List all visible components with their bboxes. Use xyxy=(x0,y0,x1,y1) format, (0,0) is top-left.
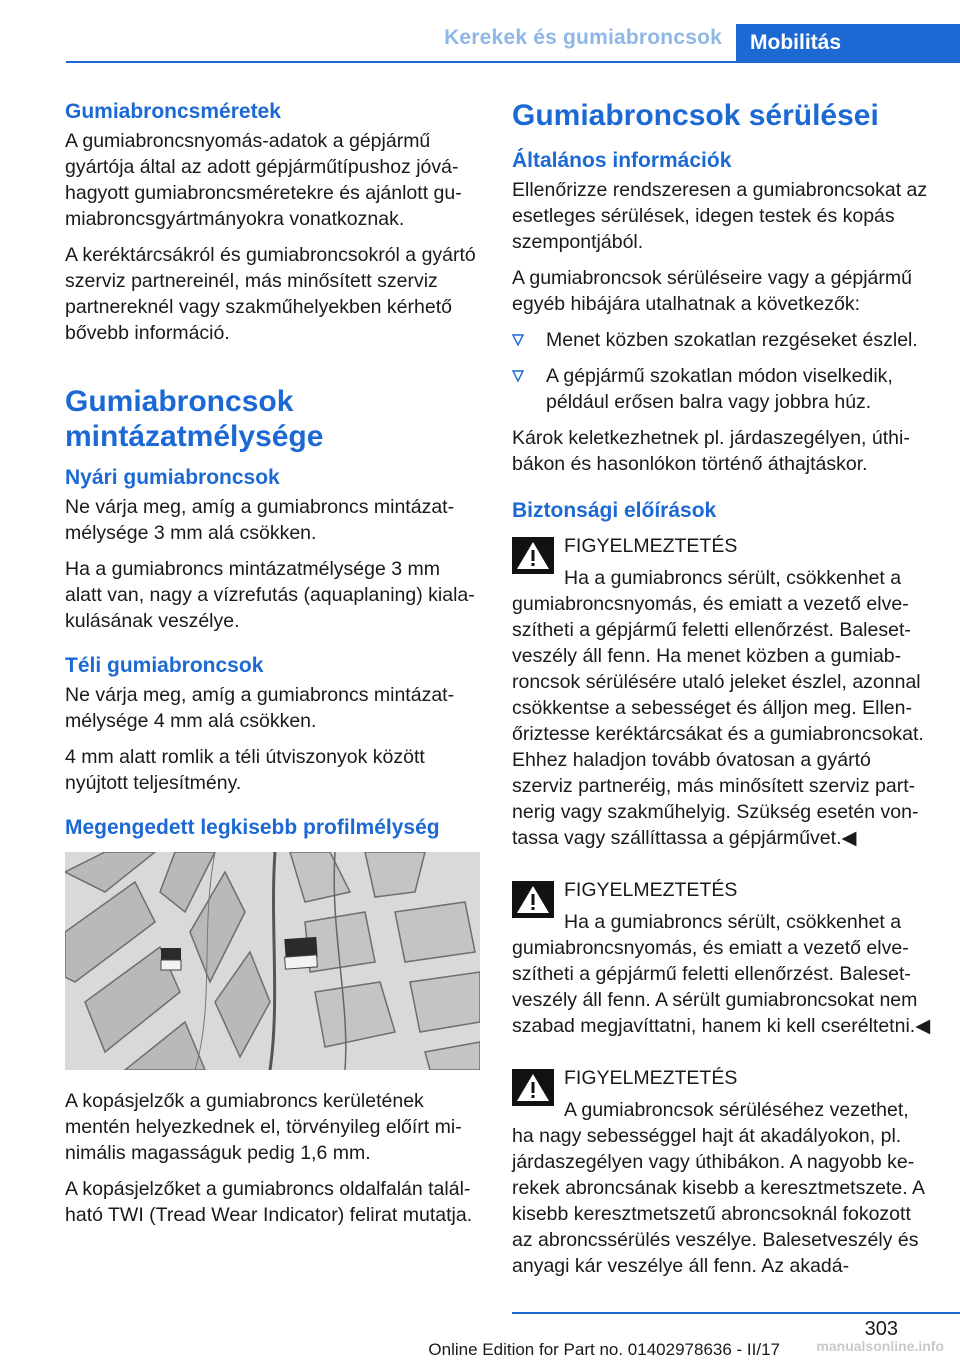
warning-title: FIGYELMEZTETÉS xyxy=(564,535,738,557)
header-chapter-tab: Mobilitás xyxy=(736,24,960,62)
minimum-tread-heading: Megengedett legkisebb profilmélység xyxy=(65,816,440,839)
edition-label: Online Edition for Part no. 01402978636 - II/17 xyxy=(428,1340,780,1359)
tire-sizes-paragraph-1: A gumiabroncsnyomás-adatok a gépjármű gyártója által az adott gépjárműtípushoz jóváhagyott gumiabroncsméretekre és ajánlott gumiabroncsgyártmányokra vonatkoznak. xyxy=(65,130,462,230)
warning-text: Ha a gumiabroncs sérült, csökkenhet a gumiabroncsnyomás, és emiatt a vezető elveszítheti a gépjármű feletti ellenőrzést. Balesetveszély áll fenn. A sérült gumiabroncsokat nem szabad megjavíttatni, hanem ki kell cseréltetni.◀ xyxy=(512,911,931,1037)
list-item-text: A gépjármű szokatlan módon viselkedik, például erősen balra vagy jobbra húz. xyxy=(546,365,893,413)
tire-sizes-paragraph-2: A keréktárcsákról és gumiabroncsokról a gyártó szerviz partnereinél, más minősített szerviz partnereknél vagy szakműhelyekben kérhető bővebb információ. xyxy=(65,244,476,344)
warning-title: FIGYELMEZTETÉS xyxy=(564,879,738,901)
triangle-bullet-icon xyxy=(512,334,524,346)
summer-tires-paragraph-1: Ne várja meg, amíg a gumiabroncs mintázatmélysége 3 mm alá csökken. xyxy=(65,496,455,544)
winter-tires-heading: Téli gumiabroncsok xyxy=(65,654,264,677)
general-info-heading: Általános információk xyxy=(512,149,732,172)
list-item-text: Menet közben szokatlan rezgéseket észlel. xyxy=(546,329,918,351)
warning-text: A gumiabroncsok sérüléséhez vezethet, ha nagy sebességgel hajt át akadályokon, pl. járdaszegélyen vagy úthibákon. A nagyobb kerekek abroncsának kisebb a keresztmetszete. A kisebb keresztmetszetű abroncsoknál fokozott az abroncssérülés veszélye. Balesetveszély és anyagi kár veszélye áll fenn. Az akadá- xyxy=(512,1099,924,1277)
general-info-paragraph-1: Ellenőrizze rendszeresen a gumiabroncsokat az esetleges sérülések, idegen testek és kopás szempontjából. xyxy=(512,179,928,253)
winter-tires-paragraph-1: Ne várja meg, amíg a gumiabroncs mintázatmélysége 4 mm alá csökken. xyxy=(65,684,455,732)
warning-text: Ha a gumiabroncs sérült, csökkenhet a gumiabroncsnyomás, és emiatt a vezető elveszítheti a gépjármű feletti ellenőrzést. Balesetveszély áll fenn. Ha menet közben a gumiabroncsok sérülésére utaló jeleket észlel, azonnal csökkentse a sebességet és álljon meg. Ellenőriztesse keréktárcsákat és a gumiabroncsokat. Ehhez haladjon tovább óvatosan a gyártó szerviz partneréig, más minősített szerviz partnerig vagy szakműhelyig. Szükség esetén vontassa vagy szállíttassa a gépjárművet.◀ xyxy=(512,567,924,849)
damage-signs-list xyxy=(512,327,932,415)
warning-block xyxy=(512,533,932,851)
minimum-tread-paragraph-2: A kopásjelzőket a gumiabroncs oldalfalán található TWI (Tread Wear Indicator) felirat mutatja. xyxy=(65,1178,473,1226)
general-info-paragraph-3: Károk keletkezhetnek pl. járdaszegélyen, úthibákon és hasonlókon történő áthajtáskor. xyxy=(512,427,910,475)
list-item xyxy=(512,363,932,415)
warning-block xyxy=(512,877,932,1039)
footer-rule xyxy=(512,1312,960,1314)
warning-triangle-icon xyxy=(512,881,554,918)
warning-triangle-icon xyxy=(512,1069,554,1106)
minimum-tread-paragraph-1: A kopásjelzők a gumiabroncs kerületének mentén helyezkednek el, törvényileg előírt minimális magasságuk pedig 1,6 mm. xyxy=(65,1090,462,1164)
right-column xyxy=(512,98,932,1293)
wear-indicator-block-right xyxy=(284,937,317,969)
winter-tires-paragraph-2: 4 mm alatt romlik a téli útviszonyok között nyújtott teljesítmény. xyxy=(65,746,425,794)
watermark: manualsonline.info xyxy=(816,1338,944,1354)
triangle-bullet-icon xyxy=(512,370,524,382)
tire-sizes-heading: Gumiabroncsméretek xyxy=(65,100,281,123)
tread-wear-indicator-image xyxy=(65,852,480,1070)
tire-damage-heading: Gumiabroncsok sérülései xyxy=(512,99,879,132)
header-section-title: Kerekek és gumiabroncsok xyxy=(444,26,722,49)
safety-heading: Biztonsági előírások xyxy=(512,499,717,522)
page-header xyxy=(0,0,960,62)
header-rule xyxy=(66,61,960,63)
tread-depth-heading: Gumiabroncsok mintázatmélysége xyxy=(65,385,324,453)
page-number: 303 xyxy=(864,1318,898,1340)
summer-tires-paragraph-2: Ha a gumiabroncs mintázatmélysége 3 mm alatt van, nagy a vízrefutás (aquaplaning) kialakulásának veszélye. xyxy=(65,558,475,632)
wear-indicator-block-left xyxy=(161,948,181,970)
general-info-paragraph-2: A gumiabroncsok sérüléseire vagy a gépjármű egyéb hibájára utalhatnak a következők: xyxy=(512,267,912,315)
list-item xyxy=(512,327,932,353)
warning-triangle-icon xyxy=(512,537,554,574)
summer-tires-heading: Nyári gumiabroncsok xyxy=(65,466,280,489)
left-column xyxy=(65,98,480,1238)
warning-block xyxy=(512,1065,932,1279)
warning-title: FIGYELMEZTETÉS xyxy=(564,1067,738,1089)
